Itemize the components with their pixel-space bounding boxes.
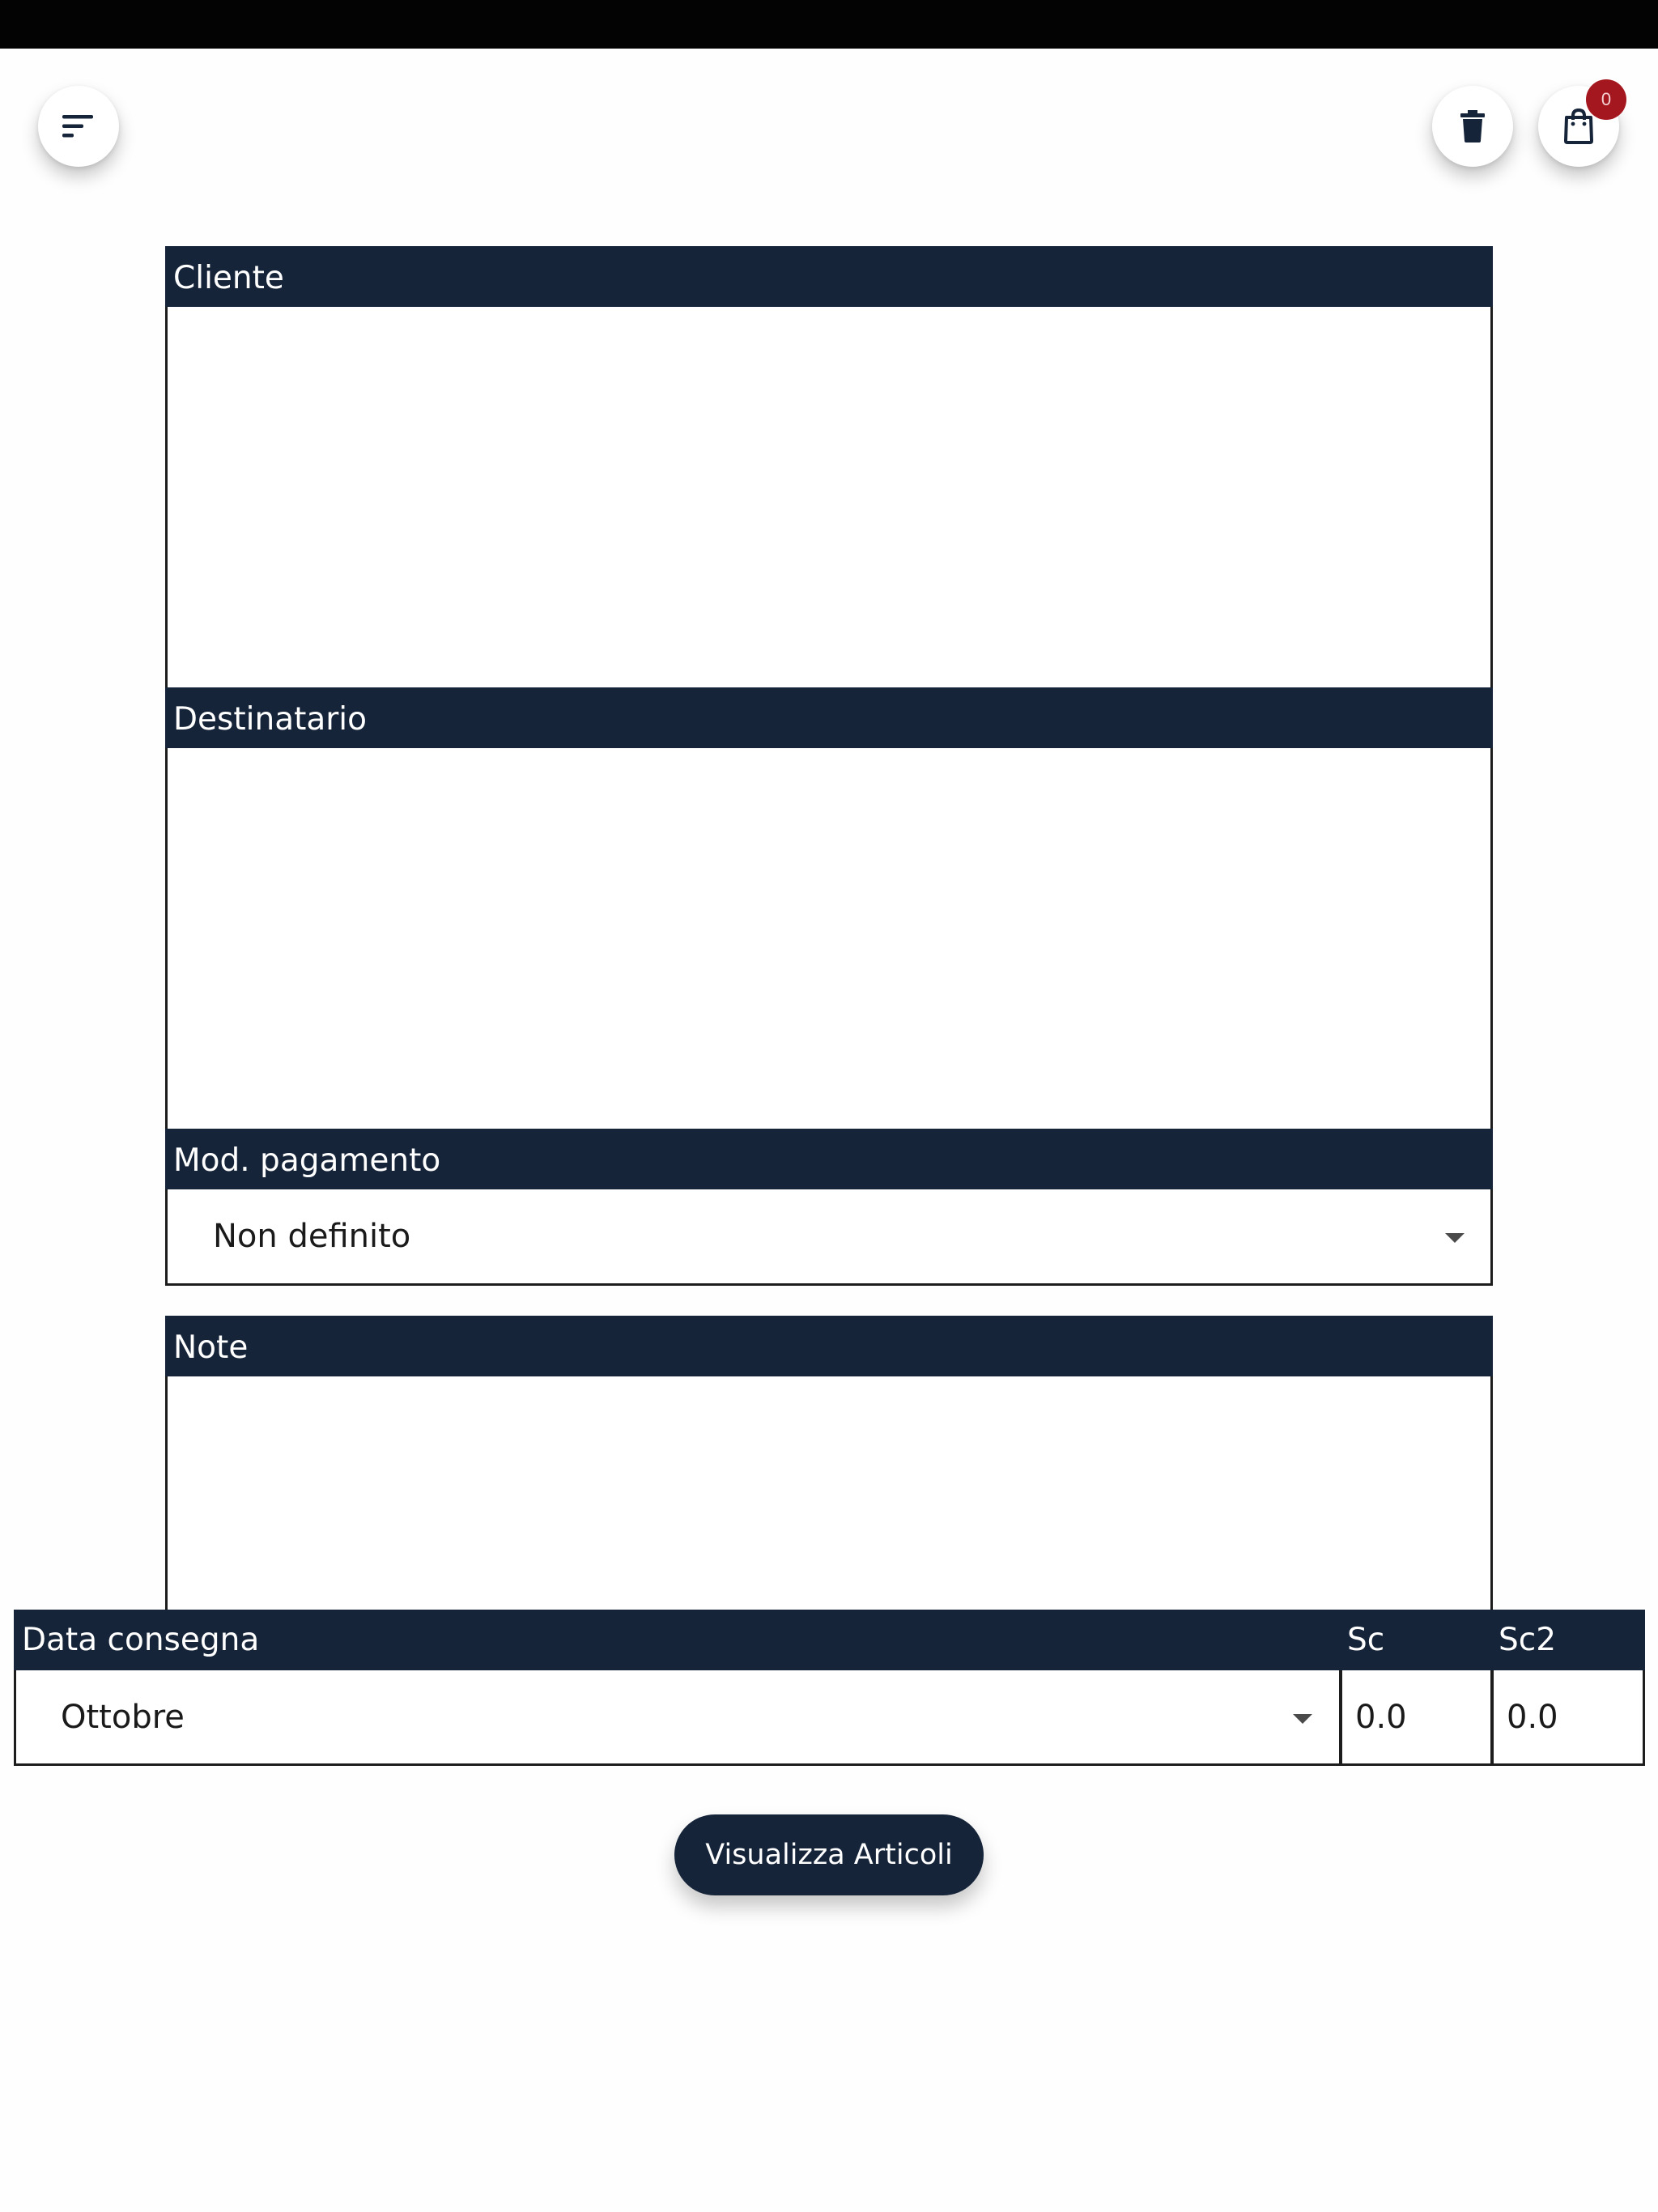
note-field[interactable] (165, 1376, 1493, 1641)
consegna-header (14, 1610, 1645, 1670)
cliente-section (165, 246, 1493, 718)
sc2-input[interactable]: 0.0 (1507, 1698, 1558, 1736)
consegna-section (14, 1610, 1645, 1766)
destinatario-label: Destinatario (165, 687, 1493, 748)
cart-count-badge: 0 (1586, 79, 1626, 120)
chevron-down-icon (1445, 1233, 1465, 1243)
consegna-selected-value: Ottobre (61, 1698, 185, 1736)
chevron-down-icon (1293, 1714, 1312, 1724)
view-items-button[interactable]: Visualizza Articoli (674, 1814, 984, 1895)
note-label: Note (165, 1316, 1493, 1376)
destinatario-field[interactable] (165, 748, 1493, 1159)
pagamento-section (165, 1129, 1493, 1286)
sort-icon (61, 113, 96, 140)
shopping-bag-icon (1563, 108, 1594, 144)
consegna-select[interactable] (16, 1670, 1342, 1763)
sc2-label: Sc2 (1499, 1622, 1557, 1658)
delete-button[interactable] (1432, 86, 1513, 167)
pagamento-selected-value: Non definito (213, 1218, 411, 1255)
note-section (165, 1316, 1493, 1641)
consegna-label: Data consegna (22, 1622, 260, 1658)
pagamento-label: Mod. pagamento (165, 1129, 1493, 1189)
menu-button[interactable] (38, 86, 119, 167)
sc-label: Sc (1347, 1622, 1385, 1658)
cliente-label: Cliente (165, 246, 1493, 307)
destinatario-section (165, 687, 1493, 1159)
sc-input[interactable]: 0.0 (1342, 1670, 1494, 1763)
consegna-row (14, 1670, 1645, 1766)
cliente-field[interactable] (165, 307, 1493, 718)
trash-icon (1460, 110, 1485, 143)
pagamento-select[interactable] (165, 1189, 1493, 1286)
status-bar (0, 0, 1658, 49)
